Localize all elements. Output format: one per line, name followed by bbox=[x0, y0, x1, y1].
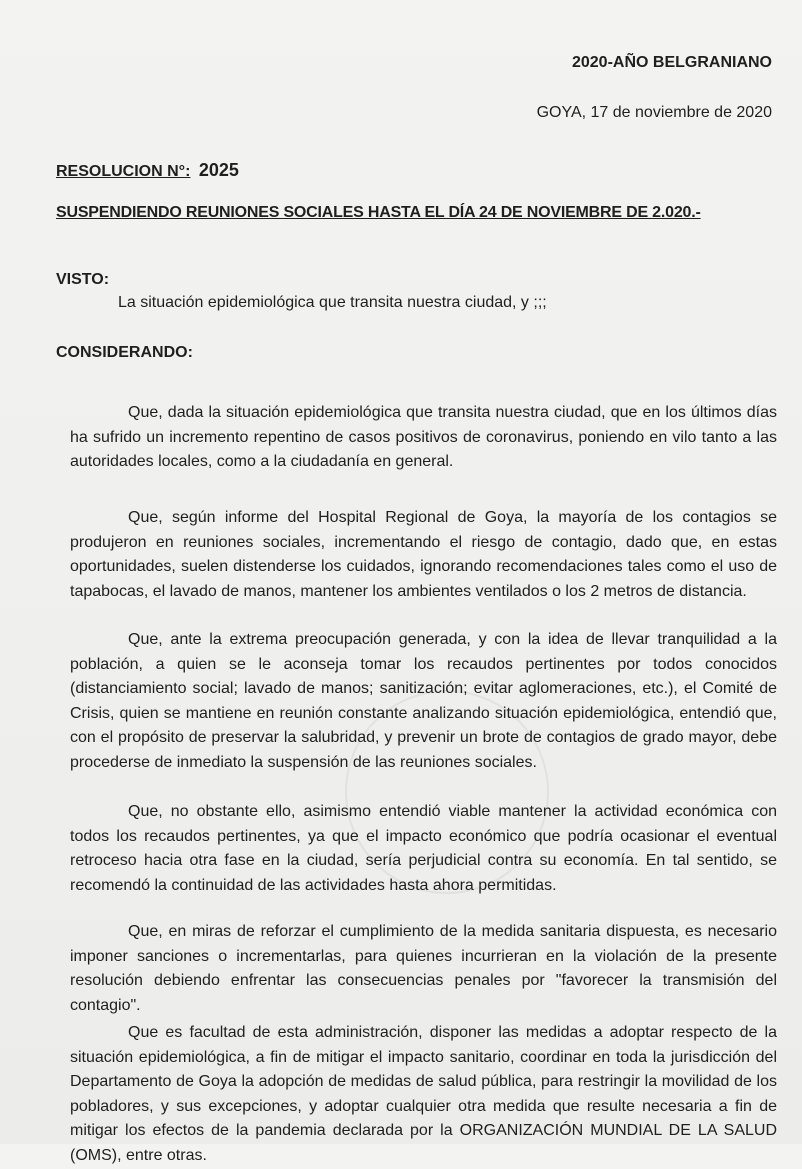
considerando-paragraph: Que, ante la extrema preocupación generada, y con la idea de llevar tranquilidad a la población, a quien se le aconseja tomar los recaudos pertinentes por todos conocidos (distanciamiento social; lavado de manos; sanitización; evitar aglomeraciones, etc.), el Comité de Crisis, quien se mantiene en reunión constante analizando situación epidemiológica, entendió que, con el propósito de preservar la salubridad, y prevenir un brote de contagios de grado mayor, debe procederse de inmediato la suspensión de las reuniones sociales. bbox=[70, 631, 777, 771]
considerando-paragraph: Que, en miras de reforzar el cumplimiento de la medida sanitaria dispuesta, es necesario imponer sanciones o incrementarlas, para quienes incurrieran en la violación de la presente resolución debiendo enfrentar las consecuencias penales por "favorecer la transmisión del contagio". bbox=[70, 923, 777, 1014]
considerando-heading: CONSIDERANDO: bbox=[56, 344, 193, 361]
considerando-paragraph: Que, no obstante ello, asimismo entendió viable mantener la actividad económica con todos los recaudos pertinentes, ya que el impacto económico que podría ocasionar el eventual retroceso hacia otra fase en la ciudad, sería perjudicial contra su economía. En tal sentido, se recomendó la continuidad de las actividades hasta ahora permitidas. bbox=[70, 803, 777, 894]
resolution-label: RESOLUCION N°: bbox=[56, 163, 191, 180]
considerando-paragraph: Que es facultad de esta administración, disponer las medidas a adoptar respecto de la situación epidemiológica, a fin de mitigar el impacto sanitario, coordinar en toda la jurisdicción del Departamento de Goya la adopción de medidas de salud pública, para restringir la movilidad de los pobladores, y sus excepciones, y adoptar cualquier otra medida que resulte necesaria a fin de mitigar los efectos de la pandemia declarada por la ORGANIZACIÓN MUNDIAL DE LA SALUD (OMS), entre otras. bbox=[70, 1024, 777, 1164]
date-line: GOYA, 17 de noviembre de 2020 bbox=[536, 104, 772, 121]
visto-text: La situación epidemiológica que transita nuestra ciudad, y ;;; bbox=[118, 294, 547, 311]
year-motto: 2020-AÑO BELGRANIANO bbox=[571, 54, 772, 71]
considerando-paragraph: Que, según informe del Hospital Regional de Goya, la mayoría de los contagios se produjeron en reuniones sociales, incrementando el riesgo de contagio, dado que, en estas oportunidades, suelen distenderse los cuidados, ignorando recomendaciones tales como el uso de tapabocas, el lavado de manos, mantener los ambientes ventilados o los 2 metros de distancia. bbox=[70, 509, 777, 600]
resolution-number: 2025 bbox=[198, 160, 239, 180]
resolution-subject: SUSPENDIENDO REUNIONES SOCIALES HASTA EL DÍA 24 DE NOVIEMBRE DE 2.020.- bbox=[56, 204, 701, 221]
considerando-paragraph: Que, dada la situación epidemiológica que transita nuestra ciudad, que en los últimos días ha sufrido un incremento repentino de casos positivos de coronavirus, poniendo en vilo tanto a las autoridades locales, como a la ciudadanía en general. bbox=[70, 404, 777, 471]
resolution-number-line bbox=[56, 160, 239, 181]
visto-heading: VISTO: bbox=[56, 271, 110, 288]
